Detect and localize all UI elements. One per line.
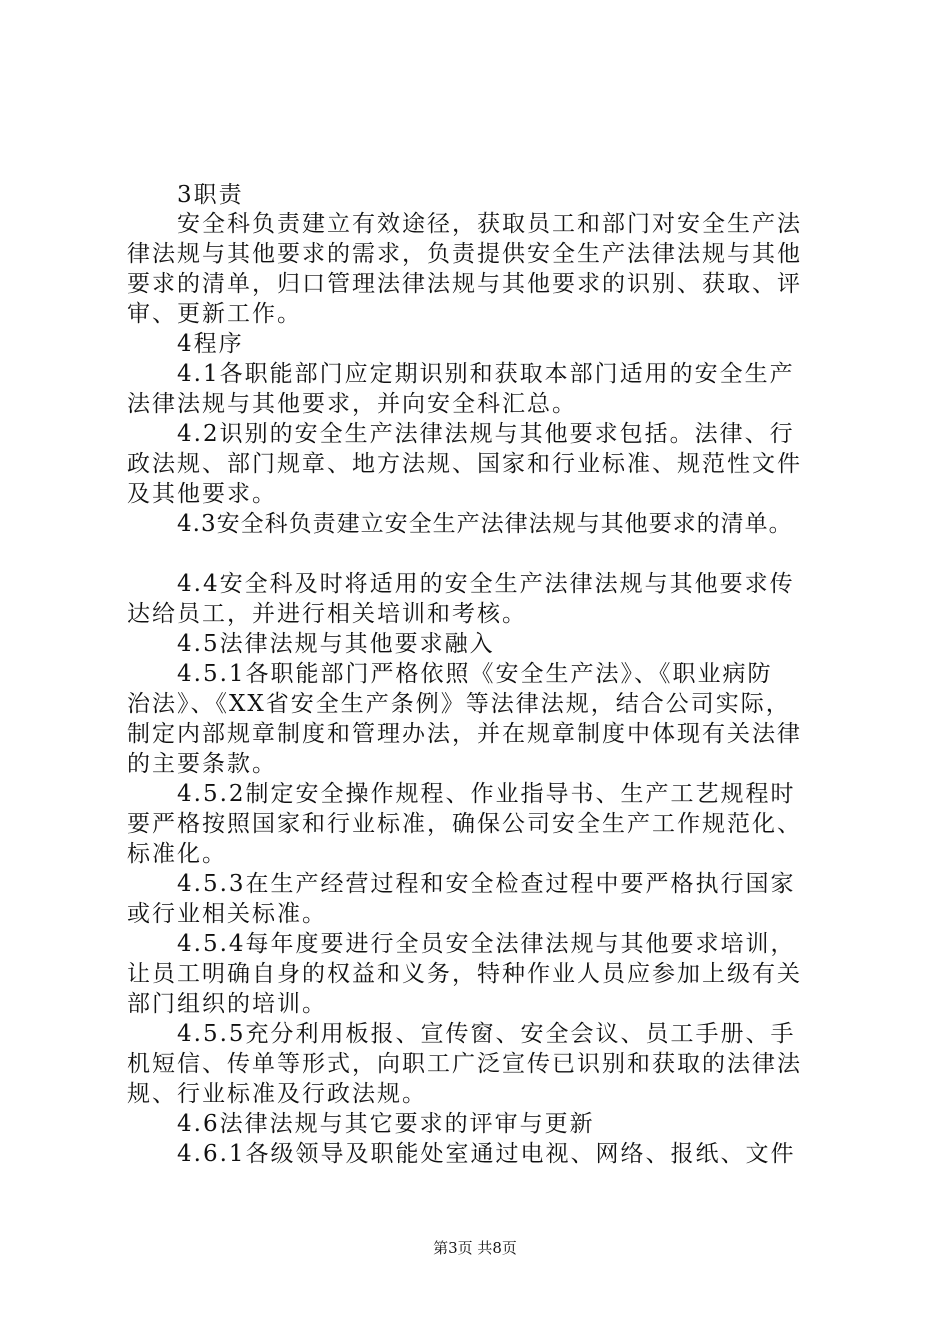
paragraph-line: 标准化。 [127, 841, 227, 867]
page-number-footer: 第3页 共8页 [433, 1239, 517, 1257]
paragraph-line: 或行业相关标准。 [127, 901, 327, 927]
paragraph-line: 4.5.2制定安全操作规程、作业指导书、生产工艺规程时 [177, 781, 796, 807]
subsection-heading-4-6: 4.6法律法规与其它要求的评审与更新 [177, 1111, 595, 1137]
paragraph-line: 达给员工，并进行相关培训和考核。 [127, 601, 527, 627]
paragraph-line: 4.5.4每年度要进行全员安全法律法规与其他要求培训， [177, 931, 796, 957]
section-heading-3: 3职责 [177, 182, 244, 208]
paragraph-line: 要严格按照国家和行业标准，确保公司安全生产工作规范化、 [127, 811, 802, 837]
paragraph-line: 要求的清单，归口管理法律法规与其他要求的识别、获取、评 [127, 271, 802, 297]
paragraph-line: 政法规、部门规章、地方法规、国家和行业标准、规范性文件 [127, 451, 802, 477]
paragraph-line: 4.5.5充分利用板报、宣传窗、安全会议、员工手册、手 [177, 1021, 796, 1047]
paragraph-line: 法律法规与其他要求，并向安全科汇总。 [127, 391, 577, 417]
paragraph-line: 制定内部规章制度和管理办法，并在规章制度中体现有关法律 [127, 721, 802, 747]
paragraph-line: 规、行业标准及行政法规。 [127, 1081, 427, 1107]
paragraph-line: 4.6.1各级领导及职能处室通过电视、网络、报纸、文件 [177, 1141, 796, 1167]
paragraph-line: 4.5.3在生产经营过程和安全检查过程中要严格执行国家 [177, 871, 796, 897]
paragraph-line: 4.2识别的安全生产法律法规与其他要求包括。法律、行 [177, 421, 795, 447]
paragraph-line: 律法规与其他要求的需求，负责提供安全生产法律法规与其他 [127, 241, 802, 267]
paragraph-line: 审、更新工作。 [127, 301, 302, 327]
paragraph-line: 治法》、《XX省安全生产条例》等法律法规，结合公司实际， [127, 691, 791, 717]
paragraph-line: 部门组织的培训。 [127, 991, 327, 1017]
paragraph-line: 机短信、传单等形式，向职工广泛宣传已识别和获取的法律法 [127, 1051, 802, 1077]
paragraph-line: 4.3安全科负责建立安全生产法律法规与其他要求的清单。 [177, 511, 793, 537]
section-heading-4: 4程序 [177, 331, 244, 357]
subsection-heading-4-5: 4.5法律法规与其他要求融入 [177, 631, 495, 657]
paragraph-line: 4.4安全科及时将适用的安全生产法律法规与其他要求传 [177, 571, 795, 597]
paragraph-line: 让员工明确自身的权益和义务，特种作业人员应参加上级有关 [127, 961, 802, 987]
paragraph-line: 及其他要求。 [127, 481, 277, 507]
paragraph-line: 安全科负责建立有效途径，获取员工和部门对安全生产法 [177, 211, 802, 237]
paragraph-line: 4.1各职能部门应定期识别和获取本部门适用的安全生产 [177, 361, 795, 387]
paragraph-line: 的主要条款。 [127, 751, 277, 777]
paragraph-line: 4.5.1各职能部门严格依照《安全生产法》、《职业病防 [177, 661, 773, 687]
